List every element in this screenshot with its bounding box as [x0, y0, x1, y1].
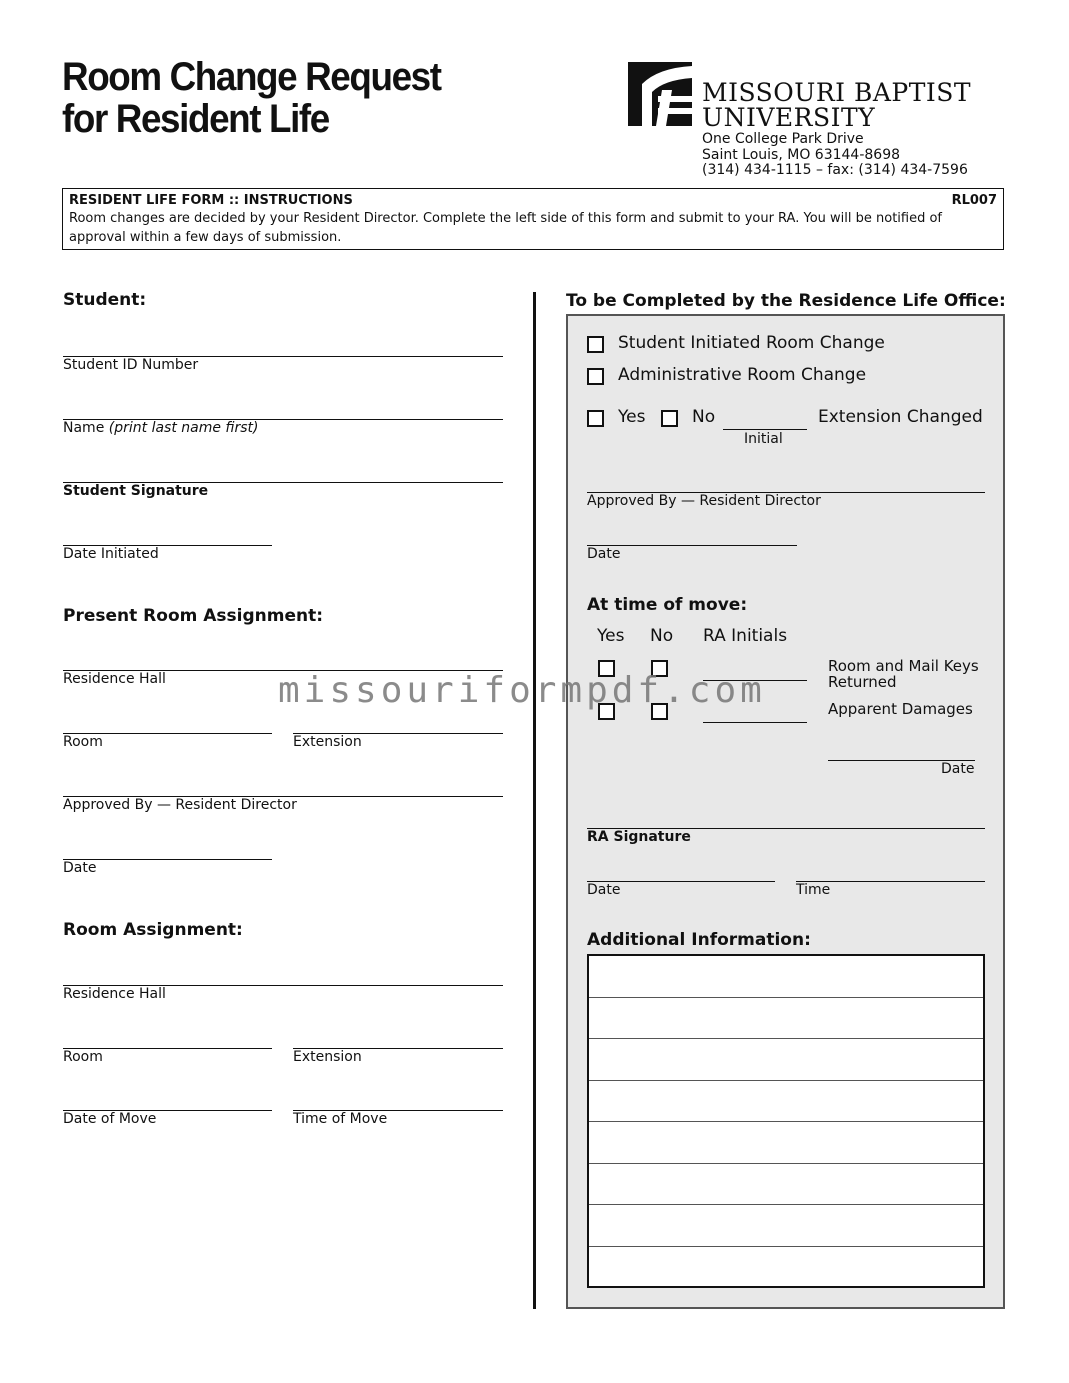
apparent-damages-label: Apparent Damages	[828, 700, 973, 718]
initial-label: Initial	[744, 431, 783, 447]
signature-date-label: Date	[587, 882, 621, 898]
additional-info-line[interactable]	[589, 1039, 983, 1081]
address-line-1: One College Park Drive	[702, 131, 864, 147]
extension-no-checkbox[interactable]	[661, 410, 678, 427]
administrative-checkbox[interactable]	[587, 368, 604, 385]
additional-info-line[interactable]	[589, 1122, 983, 1164]
university-name-line-1: MISSOURI BAPTIST	[702, 78, 972, 107]
student-name-label	[63, 420, 258, 436]
address-line-3: (314) 434-1115 – fax: (314) 434-7596	[702, 162, 968, 178]
watermark-text: missouriformpdf.com	[278, 670, 766, 711]
extension-yes-checkbox[interactable]	[587, 410, 604, 427]
university-name	[702, 80, 971, 130]
keys-returned-label	[828, 658, 979, 690]
present-date-label: Date	[63, 860, 97, 876]
present-room-heading: Present Room Assignment:	[63, 606, 324, 626]
address-line-2: Saint Louis, MO 63144-8698	[702, 146, 901, 163]
additional-info-box[interactable]	[587, 954, 985, 1288]
present-extension-label: Extension	[293, 734, 362, 750]
form-code: RL007	[951, 193, 997, 208]
room-assignment-heading: Room Assignment:	[63, 920, 243, 940]
student-heading: Student:	[63, 290, 147, 310]
date-initiated-label: Date Initiated	[63, 546, 159, 562]
extension-no-label: No	[692, 407, 716, 427]
student-signature-label: Student Signature	[63, 483, 209, 499]
move-time-label: Time of Move	[293, 1111, 388, 1127]
administrative-label: Administrative Room Change	[618, 365, 867, 385]
new-hall-label: Residence Hall	[63, 986, 166, 1002]
keys-label-line-2: Returned	[828, 673, 897, 691]
present-hall-label: Residence Hall	[63, 671, 166, 687]
new-room-label: Room	[63, 1049, 103, 1065]
form-title	[62, 56, 441, 140]
move-yes-column: Yes	[597, 626, 625, 646]
office-date-label: Date	[587, 546, 621, 562]
name-hint: (print last name first)	[108, 420, 259, 436]
name-label-text: Name	[63, 420, 105, 436]
additional-info-line[interactable]	[589, 1164, 983, 1206]
instructions-box	[62, 188, 1004, 250]
university-name-line-2: UNIVERSITY	[702, 103, 876, 132]
present-room-label: Room	[63, 734, 103, 750]
instructions-heading: RESIDENT LIFE FORM :: INSTRUCTIONS	[69, 193, 353, 208]
extension-changed-label: Extension Changed	[818, 407, 983, 427]
office-approved-label: Approved By — Resident Director	[587, 493, 821, 509]
signature-time-label: Time	[796, 882, 831, 898]
university-logo-icon	[628, 62, 692, 126]
title-line-1: Room Change Request	[62, 55, 441, 99]
keys-label-line-1: Room and Mail Keys	[828, 657, 979, 675]
additional-info-line[interactable]	[589, 998, 983, 1040]
ra-initials-column: RA Initials	[703, 626, 788, 646]
student-id-label: Student ID Number	[63, 357, 199, 373]
move-no-column: No	[650, 626, 674, 646]
column-divider	[533, 292, 536, 1309]
damages-ra-initials-field[interactable]	[703, 722, 807, 723]
additional-info-line[interactable]	[589, 1247, 983, 1289]
extension-yes-label: Yes	[618, 407, 646, 427]
initial-field[interactable]	[723, 429, 807, 430]
university-address	[702, 132, 968, 179]
additional-info-line[interactable]	[589, 956, 983, 998]
move-heading: At time of move:	[587, 595, 748, 615]
damages-date-label: Date	[941, 761, 975, 777]
student-initiated-label: Student Initiated Room Change	[618, 333, 885, 353]
office-heading: To be Completed by the Residence Life Office:	[566, 291, 1006, 311]
ra-signature-label: RA Signature	[587, 829, 691, 845]
instructions-text: Room changes are decided by your Resident Director. Complete the left side of this form and submit to your RA. You will be notified of approval within a few days of submission.	[69, 211, 943, 245]
present-approved-label: Approved By — Resident Director	[63, 797, 297, 813]
new-extension-label: Extension	[293, 1049, 362, 1065]
additional-info-line[interactable]	[589, 1081, 983, 1123]
additional-info-heading: Additional Information:	[587, 930, 811, 950]
additional-info-line[interactable]	[589, 1205, 983, 1247]
move-date-label: Date of Move	[63, 1111, 157, 1127]
student-initiated-checkbox[interactable]	[587, 336, 604, 353]
title-line-2: for Resident Life	[62, 97, 329, 141]
